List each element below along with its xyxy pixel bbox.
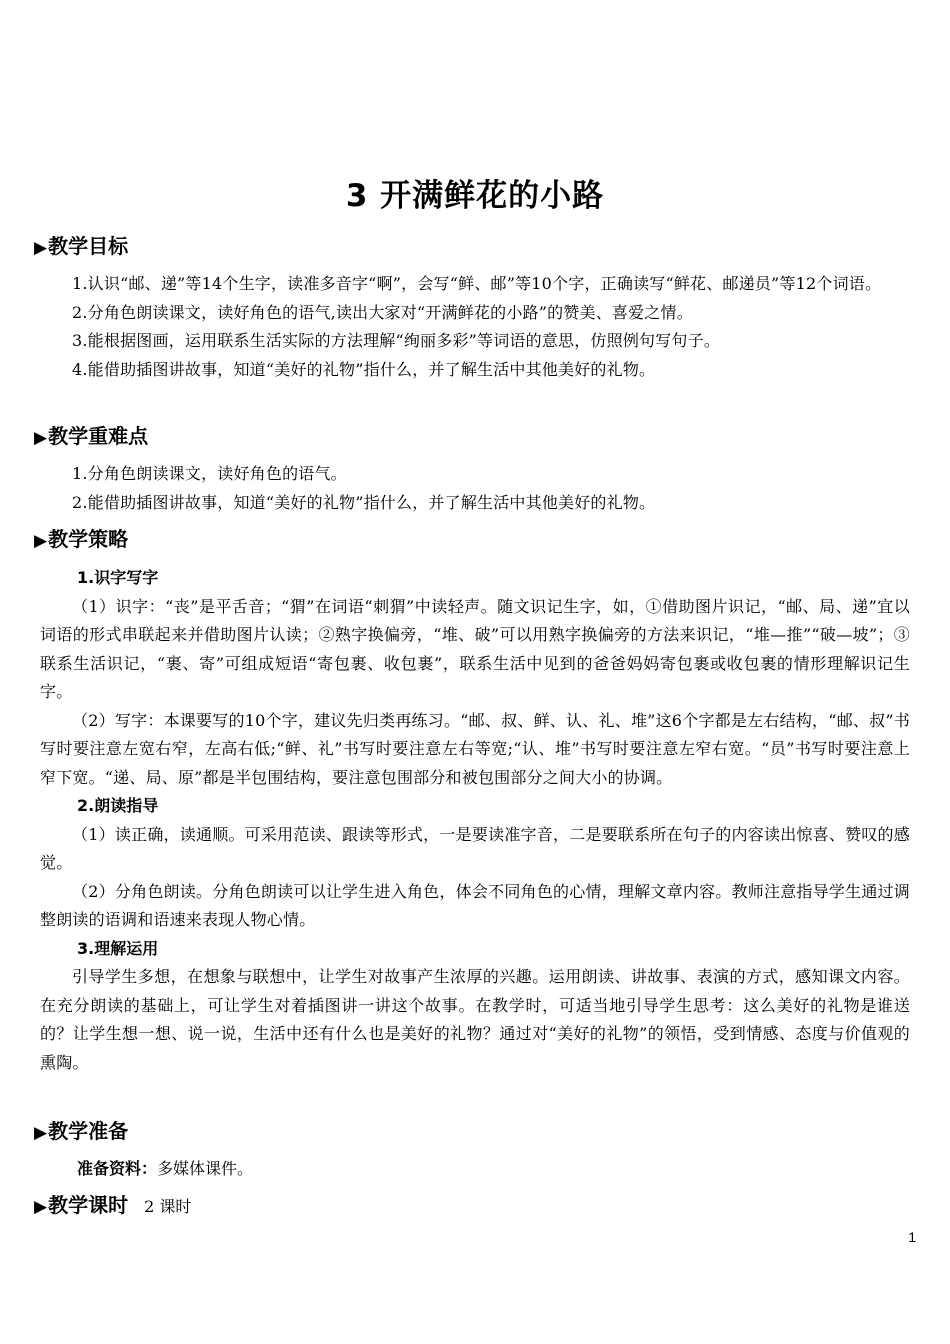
section-heading-strategy: ▶教学策略 bbox=[34, 527, 129, 551]
section-heading-prep: ▶教学准备 bbox=[34, 1119, 129, 1143]
subheading-literacy: 1.识字写字 bbox=[77, 568, 159, 587]
page-number: 1 bbox=[908, 1229, 916, 1245]
triangle-marker-icon: ▶ bbox=[34, 531, 48, 551]
prep-value: 多媒体课件。 bbox=[157, 1159, 254, 1178]
goal-item: 2.分角色朗读课文，读好角色的语气,读出大家对“开满鲜花的小路”的赞美、喜爱之情。 bbox=[72, 302, 693, 322]
triangle-marker-icon: ▶ bbox=[34, 238, 48, 258]
keypoint-item: 1.分角色朗读课文，读好角色的语气。 bbox=[72, 464, 347, 483]
goal-item: 1.认识“邮、递”等14个生字，读准多音字“啊”，会写“鲜、邮”等10个字，正确读写“鲜花、邮递员”等12个词语。 bbox=[72, 274, 882, 293]
goal-item: 3.能根据图画，运用联系生活实际的方法理解“绚丽多彩”等词语的意思，仿照例句写句子。 bbox=[72, 331, 721, 350]
section-heading-hours: ▶教学课时 2 课时 bbox=[34, 1193, 192, 1217]
prep-label: 准备资料： bbox=[77, 1159, 158, 1178]
triangle-marker-icon: ▶ bbox=[34, 1197, 48, 1217]
paragraph: （1）读正确，读通顺。可采用范读、跟读等形式，一是要读准字音，二是要联系所在句子的内容读出惊喜、赞叹的感觉。 bbox=[40, 824, 910, 872]
keypoints-list bbox=[40, 460, 910, 517]
goals-list bbox=[40, 270, 910, 384]
paragraph: （2）写字：本课要写的10个字，建议先归类再练习。“邮、叔、鲜、认、礼、堆”这6个字都是左右结构，“邮、叔”书写时要注意左宽右窄，左高右低;“鲜、礼”书写时要注意左右等宽;“认、堆”书写时要注意左窄右宽。“员”书写时要注意上窄下宽。“递、局、原”都是半包围结构，要注意包围部分和被包围部分之间大小的协调。 bbox=[40, 710, 910, 787]
triangle-marker-icon: ▶ bbox=[34, 1123, 48, 1143]
subheading-application: 3.理解运用 bbox=[77, 938, 159, 958]
section-heading-keypoints: ▶教学重难点 bbox=[34, 424, 149, 448]
strategy-body bbox=[40, 564, 910, 1077]
hours-value: 2 课时 bbox=[144, 1197, 192, 1216]
section-heading-goals: ▶教学目标 bbox=[34, 234, 129, 258]
paragraph: 引导学生多想，在想象与联想中，让学生对故事产生浓厚的兴趣。运用朗读、讲故事、表演的方式，感知课文内容。在充分朗读的基础上，可让学生对着插图讲一讲这个故事。在教学时，可适当地引导学生思考：这么美好的礼物是谁送的？让学生想一想、说一说，生活中还有什么也是美好的礼物？通过对“美好的礼物”的领悟，受到情感、态度与价值观的熏陶。 bbox=[40, 967, 910, 1072]
subheading-reading: 2.朗读指导 bbox=[77, 796, 159, 815]
page-title: 3 开满鲜花的小路 bbox=[345, 178, 605, 214]
prep-body bbox=[40, 1155, 910, 1183]
keypoint-item: 2.能借助插图讲故事，知道“美好的礼物”指什么，并了解生活中其他美好的礼物。 bbox=[72, 492, 656, 512]
prep-line bbox=[40, 1155, 910, 1183]
triangle-marker-icon: ▶ bbox=[34, 428, 48, 448]
goal-item: 4.能借助插图讲故事，知道“美好的礼物”指什么，并了解生活中其他美好的礼物。 bbox=[72, 359, 656, 379]
paragraph: （1）识字：“丧”是平舌音；“猬”在词语“刺猬”中读轻声。随文识记生字，如，①借助图片识记，“邮、局、递”宜以词语的形式串联起来并借助图片认读；②熟字换偏旁，“堆、破”可以用熟字换偏旁的方法来识记，“堆—推”“破—坡”；③联系生活识记，“裹、寄”可组成短语“寄包裹、收包裹”，联系生活中见到的爸爸妈妈寄包裹或收包裹的情形理解识记生字。 bbox=[40, 596, 910, 701]
paragraph: （2）分角色朗读。分角色朗读可以让学生进入角色，体会不同角色的心情，理解文章内容。教师注意指导学生通过调整朗读的语调和语速来表现人物心情。 bbox=[40, 881, 910, 929]
